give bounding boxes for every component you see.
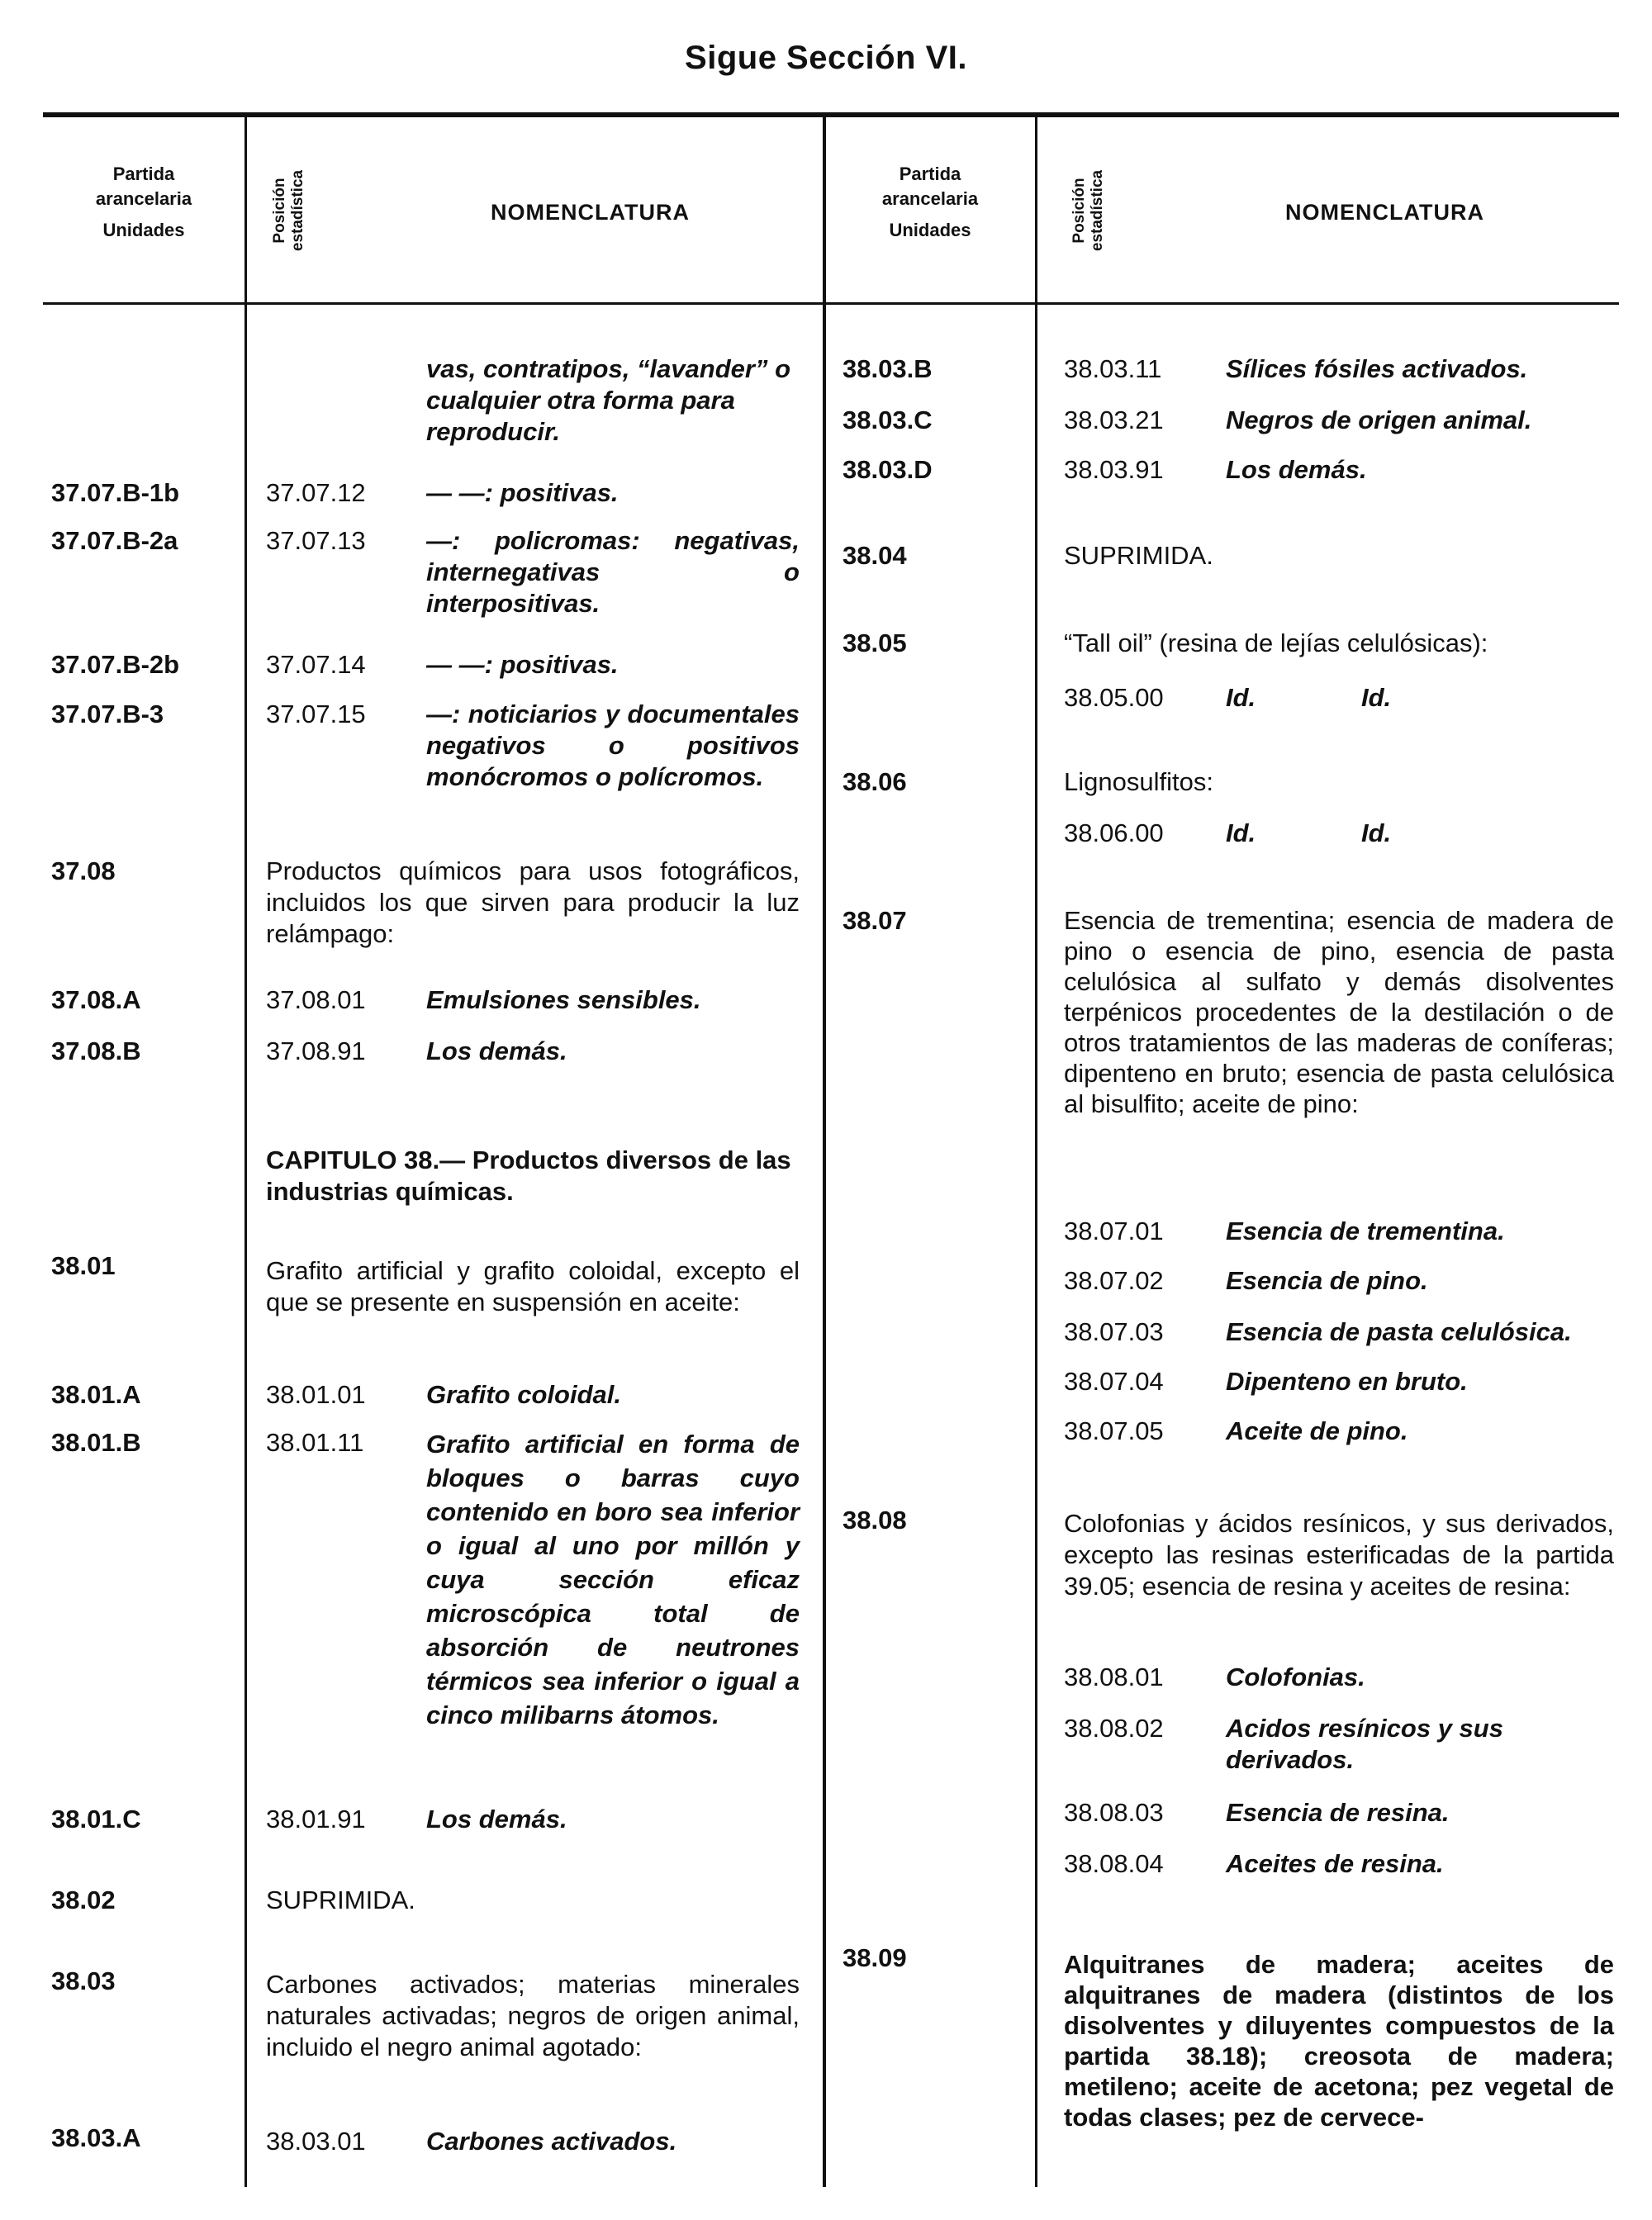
chapter-heading: CAPITULO 38.— Productos diversos de las industrias químicas. [266,1146,791,1206]
entry-text: Colofonias y ácidos resínicos, y sus derivados, excepto las resinas esterificadas de la partida 39.05; esencia de resina y aceites de resina: [1064,1509,1614,1601]
entry-code: 38.03.D [843,455,933,484]
entry-text: SUPRIMIDA. [1064,541,1213,570]
entry-position: 38.07.05 [1064,1416,1164,1445]
entry-text: Esencia de trementina; esencia de madera de pino o esencia de pino, esencia de pasta celulósica al sulfato y demás disolventes terpénicos procedentes de la destilación o de otros tratamientos de las maderas de coníferas; dipenteno en bruto; esencia de pasta celulósica al bisulfito; aceite de pino: [1064,906,1614,1118]
entry-code: 38.03 [51,1966,116,1995]
entry-position: 38.07.02 [1064,1266,1164,1295]
entry-text: Esencia de trementina. [1226,1217,1505,1245]
entry-code: 38.03.B [843,354,933,383]
entry-text: Los demás. [1226,455,1367,484]
entry-position: 38.01.11 [266,1428,364,1457]
entry-text: SUPRIMIDA. [266,1886,415,1914]
entry-position: 37.07.14 [266,650,366,679]
entry-position: 37.08.91 [266,1036,366,1065]
header-posicion: Posición estadística [271,169,306,252]
entry-text: Grafito artificial y grafito coloidal, excepto el que se presente en suspensión en aceite: [266,1256,800,1316]
header-rule [43,302,1619,305]
header-partida: Partida arancelaria Unidades [95,164,192,240]
header-posicion-right: Posición estadística [1070,169,1106,252]
entry-text: “Tall oil” (resina de lejías celulósicas): [1064,629,1488,657]
entry-code: 37.07.B-2b [51,650,180,679]
header-partida-right: Partida arancelaria Unidades [881,164,979,240]
entry-text: Esencia de resina. [1226,1798,1450,1827]
divider-left-1 [244,116,247,2187]
entry-text: Productos químicos para usos fotográficos, incluidos los que sirven para producir la luz relámpago: [266,856,800,948]
entry-text: Negros de origen animal. [1226,406,1532,434]
entry-text: Acidos resínicos y sus derivados. [1226,1714,1503,1774]
entry-text: Alquitranes de madera; aceites de alquitranes de madera (distintos de los disolventes y diluyentes compuestos de la partida 38.18); creosota de madera; metileno; aceite de acetona; pez vegetal de todas clases; pez de cervece- [1064,1950,1614,2132]
entry-text: Carbones activados. [426,2127,677,2156]
entry-position: 38.03.21 [1064,406,1164,434]
entry-text: Aceite de pino. [1226,1416,1408,1445]
entry-code: 37.07.B-1b [51,478,180,507]
entry-text: —: noticiarios y documentales negativos o positivos monócromos o polícromos. [426,700,800,791]
entry-unit: Id. [1226,818,1256,847]
entry-position: 38.08.03 [1064,1798,1164,1827]
entry-code: 38.09 [843,1943,907,1972]
entry-text: Esencia de pino. [1226,1266,1428,1295]
entry-position: 38.01.91 [266,1805,366,1833]
entry-unit: Id. [1361,683,1392,712]
page-title: Sigue Sección VI. [685,40,967,76]
entry-code: 38.02 [51,1886,116,1914]
entry-position: 38.07.03 [1064,1317,1164,1346]
entry-position: 38.08.01 [1064,1663,1164,1691]
entry-code: 38.04 [843,541,907,570]
entry-position: 38.05.00 [1064,683,1164,712]
header-nomenclatura-right: NOMENCLATURA [1285,200,1484,225]
entry-code: 38.08 [843,1506,907,1535]
entry-code: 38.01.C [51,1805,141,1833]
divider-center [823,116,826,2187]
entry-text: — —: positivas. [426,478,619,507]
entry-text: Dipenteno en bruto. [1226,1367,1468,1396]
entry-text: Los demás. [426,1036,567,1065]
entry-text: vas, contratipos, “lavander” o cualquier otra forma para reproducir. [426,354,791,446]
entry-position: 38.08.04 [1064,1849,1164,1878]
entry-text: — —: positivas. [426,650,619,679]
entry-code: 37.08.B [51,1036,141,1065]
entry-position: 37.07.13 [266,526,366,555]
entry-text: Aceites de resina. [1226,1849,1444,1878]
entry-unit: Id. [1226,683,1256,712]
divider-right-1 [1035,116,1037,2187]
entry-position: 38.03.91 [1064,455,1164,484]
entry-code: 37.07.B-3 [51,700,164,728]
entry-text: Esencia de pasta celulósica. [1226,1317,1572,1346]
entry-code: 37.08.A [51,985,141,1014]
entry-code: 38.03.C [843,406,933,434]
entry-position: 38.03.01 [266,2127,366,2156]
entry-code: 38.07 [843,906,907,935]
entry-text: Colofonias. [1226,1663,1365,1691]
entry-text: Grafito coloidal. [426,1380,621,1409]
entry-code: 37.07.B-2a [51,526,178,555]
entry-position: 38.08.02 [1064,1714,1164,1743]
entry-text: Lignosulfitos: [1064,767,1213,796]
entry-text: Grafito artificial en forma de bloques o barras cuyo contenido en boro sea inferior o igual al uno por millón y cuya sección eficaz microscópica total de absorción de neutrones térmicos sea inferior o igual a cinco milibarns átomos. [426,1430,800,1729]
entry-position: 37.07.12 [266,478,366,507]
entry-text: Los demás. [426,1805,567,1833]
entry-code: 38.06 [843,767,907,796]
top-rule [43,112,1619,117]
entry-text: —: policromas: negativas, internegativas o interpositivas. [426,526,800,618]
entry-text: Sílices fósiles activados. [1226,354,1528,383]
entry-code: 38.01 [51,1251,116,1280]
entry-text: Carbones activados; materias minerales naturales activadas; negros de origen animal, incluido el negro animal agotado: [266,1970,800,2061]
entry-position: 38.01.01 [266,1380,366,1409]
entry-text: Emulsiones sensibles. [426,985,701,1014]
entry-code: 38.01.B [51,1428,141,1457]
header-nomenclatura: NOMENCLATURA [491,200,690,225]
entry-position: 38.03.11 [1064,354,1162,383]
entry-code: 38.05 [843,629,907,657]
entry-position: 38.07.04 [1064,1367,1164,1396]
entry-code: 38.01.A [51,1380,141,1409]
entry-code: 38.03.A [51,2123,141,2152]
entry-position: 37.08.01 [266,985,366,1014]
entry-code: 37.08 [51,856,116,885]
entry-position: 38.06.00 [1064,818,1164,847]
entry-position: 37.07.15 [266,700,366,728]
entry-unit: Id. [1361,818,1392,847]
entry-position: 38.07.01 [1064,1217,1164,1245]
